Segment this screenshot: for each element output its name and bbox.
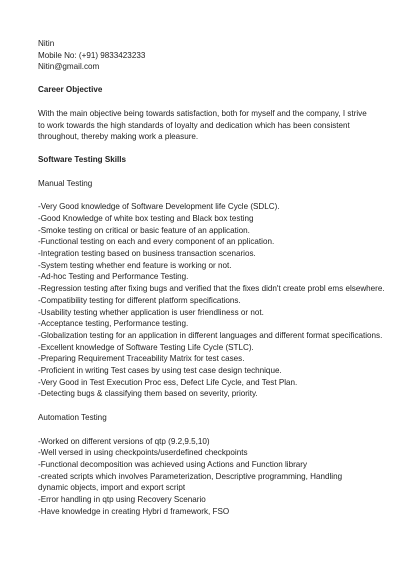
manual-testing-heading: Manual Testing [38, 178, 93, 188]
mobile-number: Mobile No: (+91) 9833423233 [38, 50, 146, 60]
list-item: -Preparing Requirement Traceability Matrix for test cases. [38, 354, 245, 364]
candidate-name: Nitin [38, 39, 55, 48]
software-testing-skills-section [38, 154, 385, 518]
list-item: -Very Good in Test Execution Proc ess, Defect Life Cycle, and Test Plan. [38, 377, 298, 387]
list-item: -Globalization testing for an application in different languages and different format specifications. [38, 330, 383, 340]
list-item: -Good Knowledge of white box testing and Black box testing [38, 214, 254, 224]
list-item: -Proficient in writing Test cases by using test case design technique. [38, 365, 282, 375]
list-item: -Functional decomposition was achieved using Actions and Function library [38, 460, 308, 470]
list-item: -Well versed in using checkpoints/userdefined checkpoints [38, 448, 248, 458]
list-item: -Usability testing whether application is user friendliness or not. [38, 307, 264, 317]
list-item: -Acceptance testing, Performance testing. [38, 319, 189, 329]
career-objective-section [38, 84, 369, 143]
automation-testing-list [38, 436, 369, 518]
list-item: -Very Good knowledge of Software Development life Cycle (SDLC). [38, 202, 280, 212]
list-item: -Worked on different versions of qtp (9.2,9.5,10) [38, 436, 210, 446]
list-item: -Have knowledge in creating Hybri d framework, FSO [38, 506, 230, 516]
list-item: -Ad-hoc Testing and Performance Testing. [38, 272, 189, 282]
list-item: -Detecting bugs & classifying them based on severity, priority. [38, 389, 258, 399]
software-testing-skills-heading: Software Testing Skills [38, 154, 127, 164]
career-objective-heading: Career Objective [38, 85, 103, 95]
contact-block [38, 38, 369, 73]
email-address: Nitin@gmail.com [38, 62, 100, 72]
list-item: -Error handling in qtp using Recovery Scenario [38, 495, 206, 505]
career-objective-text: With the main objective being towards satisfaction, both for myself and the company, I strive to work towards the high standards of loyalty and dedication which has been consistent throughout, thereby making work a pleasure. [38, 108, 367, 142]
list-item: -Smoke testing on critical or basic feature of an application. [38, 225, 250, 235]
list-item: -created scripts which involves Parameterization, Descriptive programming, Handling dynamic objects, import and export script [38, 471, 343, 493]
list-item: -Regression testing after fixing bugs and verified that the fixes didn't create probl ems elsewhere. [38, 284, 385, 294]
list-item: -Compatibility testing for different platform specifications. [38, 295, 241, 305]
list-item: -Excellent knowledge of Software Testing Life Cycle (STLC). [38, 342, 254, 352]
list-item: -System testing whether end feature is working or not. [38, 260, 232, 270]
list-item: -Integration testing based on business transaction scenarios. [38, 249, 256, 259]
automation-testing-heading: Automation Testing [38, 413, 107, 423]
list-item: -Functional testing on each and every component of an pplication. [38, 237, 275, 247]
manual-testing-list [38, 201, 385, 400]
